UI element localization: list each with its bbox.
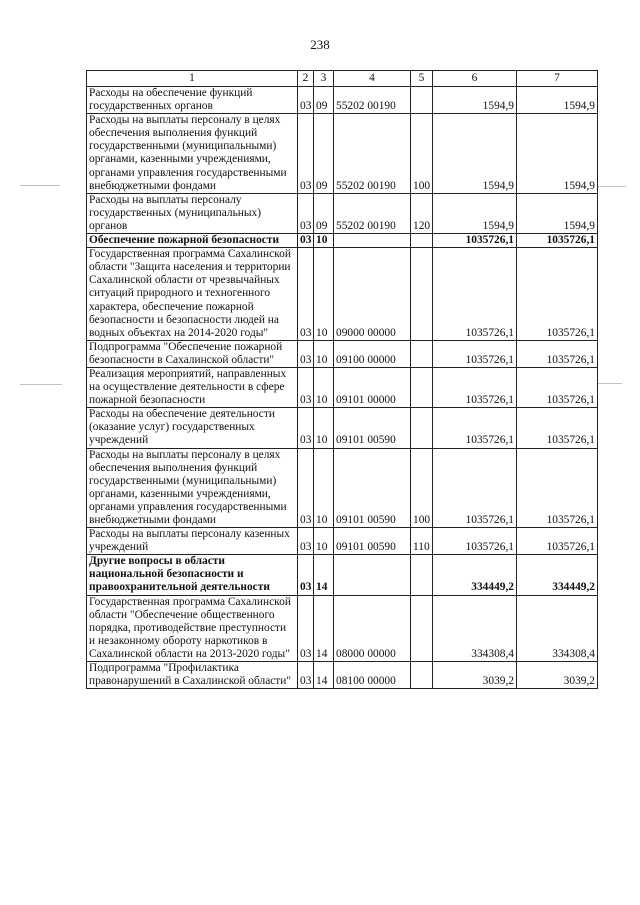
amount-cell: 1035726,1 <box>517 448 598 528</box>
scan-artifact <box>20 384 62 385</box>
amount-cell: 1035726,1 <box>433 528 517 555</box>
scan-artifact <box>598 186 626 187</box>
target-article-cell: 09101 00590 <box>334 528 411 555</box>
row-name-cell: Расходы на выплаты персоналу казенных учреждений <box>87 528 298 555</box>
section-code-cell: 03 <box>298 555 314 595</box>
table-row <box>87 340 598 367</box>
subsection-code-cell: 10 <box>314 367 334 407</box>
amount-cell: 334449,2 <box>433 555 517 595</box>
target-article-cell: 09101 00590 <box>334 448 411 528</box>
table-row <box>87 595 598 661</box>
expense-type-cell: 100 <box>411 448 433 528</box>
row-name-cell: Государственная программа Сахалинской области "Обеспечение общественного порядка, противодействие преступности и незаконному обороту наркотиков в Сахалинской области на 2013-2020 годы" <box>87 595 298 661</box>
row-name-cell: Расходы на обеспечение деятельности (оказание услуг) государственных учреждений <box>87 408 298 448</box>
section-code-cell: 03 <box>298 114 314 194</box>
amount-cell: 1594,9 <box>517 114 598 194</box>
row-name-cell: Расходы на выплаты персоналу в целях обеспечения выполнения функций государственными (муниципальными) органами, казенными учреждениями, органами управления государственными внебюджетными фондами <box>87 114 298 194</box>
row-name-cell: Подпрограмма "Обеспечение пожарной безопасности в Сахалинской области" <box>87 340 298 367</box>
amount-cell: 1035726,1 <box>517 408 598 448</box>
expense-type-cell <box>411 367 433 407</box>
target-article-cell <box>334 234 411 248</box>
expense-type-cell <box>411 340 433 367</box>
column-header: 7 <box>517 71 598 87</box>
section-code-cell: 03 <box>298 595 314 661</box>
target-article-cell: 08000 00000 <box>334 595 411 661</box>
table-row <box>87 87 598 114</box>
table-row <box>87 662 598 689</box>
amount-cell: 1035726,1 <box>433 448 517 528</box>
scan-artifact <box>598 383 622 384</box>
section-code-cell: 03 <box>298 234 314 248</box>
row-name-cell: Расходы на обеспечение функций государственных органов <box>87 87 298 114</box>
amount-cell: 1035726,1 <box>433 234 517 248</box>
row-name-cell: Государственная программа Сахалинской области "Защита населения и территории Сахалинской области от чрезвычайных ситуаций природного и техногенного характера, обеспечение пожарной безопасности и безопасности людей на водных объектах на 2014-2020 годы" <box>87 248 298 341</box>
row-name-cell: Расходы на выплаты персоналу государственных (муниципальных) органов <box>87 193 298 233</box>
subsection-code-cell: 14 <box>314 595 334 661</box>
page-number: 238 <box>310 37 330 52</box>
target-article-cell: 09101 00590 <box>334 408 411 448</box>
expense-type-cell <box>411 595 433 661</box>
column-header: 6 <box>433 71 517 87</box>
expense-type-cell <box>411 662 433 689</box>
expense-type-cell <box>411 234 433 248</box>
table-row <box>87 114 598 194</box>
expense-type-cell <box>411 87 433 114</box>
row-name-cell: Реализация мероприятий, направленных на осуществление деятельности в сфере пожарной безопасности <box>87 367 298 407</box>
target-article-cell: 55202 00190 <box>334 114 411 194</box>
subsection-code-cell: 10 <box>314 528 334 555</box>
amount-cell: 1035726,1 <box>433 408 517 448</box>
row-name-cell: Обеспечение пожарной безопасности <box>87 234 298 248</box>
subsection-code-cell: 09 <box>314 193 334 233</box>
amount-cell: 1035726,1 <box>517 367 598 407</box>
subsection-code-cell: 09 <box>314 87 334 114</box>
target-article-cell: 09101 00000 <box>334 367 411 407</box>
table-row <box>87 248 598 341</box>
expense-type-cell <box>411 408 433 448</box>
column-header: 5 <box>411 71 433 87</box>
section-code-cell: 03 <box>298 528 314 555</box>
subsection-code-cell: 10 <box>314 408 334 448</box>
target-article-cell: 09000 00000 <box>334 248 411 341</box>
amount-cell: 1035726,1 <box>433 248 517 341</box>
expense-type-cell <box>411 555 433 595</box>
amount-cell: 1035726,1 <box>517 234 598 248</box>
amount-cell: 334449,2 <box>517 555 598 595</box>
expense-type-cell <box>411 248 433 341</box>
section-code-cell: 03 <box>298 193 314 233</box>
table-row <box>87 528 598 555</box>
table-row <box>87 367 598 407</box>
table-row <box>87 193 598 233</box>
section-code-cell: 03 <box>298 408 314 448</box>
amount-cell: 1035726,1 <box>517 248 598 341</box>
amount-cell: 1594,9 <box>433 114 517 194</box>
section-code-cell: 03 <box>298 448 314 528</box>
target-article-cell: 08100 00000 <box>334 662 411 689</box>
section-code-cell: 03 <box>298 367 314 407</box>
amount-cell: 334308,4 <box>517 595 598 661</box>
amount-cell: 334308,4 <box>433 595 517 661</box>
budget-table <box>86 70 598 689</box>
amount-cell: 1035726,1 <box>517 528 598 555</box>
subsection-code-cell: 10 <box>314 234 334 248</box>
expense-type-cell: 100 <box>411 114 433 194</box>
table-body <box>87 87 598 689</box>
subsection-code-cell: 14 <box>314 662 334 689</box>
amount-cell: 1594,9 <box>433 87 517 114</box>
target-article-cell <box>334 555 411 595</box>
amount-cell: 1594,9 <box>433 193 517 233</box>
table-header-row <box>87 71 598 87</box>
expense-type-cell: 110 <box>411 528 433 555</box>
amount-cell: 1594,9 <box>517 193 598 233</box>
expense-type-cell: 120 <box>411 193 433 233</box>
target-article-cell: 55202 00190 <box>334 87 411 114</box>
subsection-code-cell: 09 <box>314 114 334 194</box>
section-code-cell: 03 <box>298 87 314 114</box>
amount-cell: 3039,2 <box>433 662 517 689</box>
column-header: 1 <box>87 71 298 87</box>
amount-cell: 3039,2 <box>517 662 598 689</box>
table-row <box>87 448 598 528</box>
target-article-cell: 55202 00190 <box>334 193 411 233</box>
amount-cell: 1594,9 <box>517 87 598 114</box>
target-article-cell: 09100 00000 <box>334 340 411 367</box>
row-name-cell: Подпрограмма "Профилактика правонарушений в Сахалинской области" <box>87 662 298 689</box>
column-header: 4 <box>334 71 411 87</box>
subsection-code-cell: 10 <box>314 448 334 528</box>
section-code-cell: 03 <box>298 248 314 341</box>
row-name-cell: Расходы на выплаты персоналу в целях обеспечения выполнения функций государственными (муниципальными) органами, казенными учреждениями, органами управления государственными внебюджетными фондами <box>87 448 298 528</box>
section-code-cell: 03 <box>298 662 314 689</box>
table-row <box>87 234 598 248</box>
subsection-code-cell: 14 <box>314 555 334 595</box>
table-row <box>87 408 598 448</box>
subsection-code-cell: 10 <box>314 340 334 367</box>
amount-cell: 1035726,1 <box>433 340 517 367</box>
amount-cell: 1035726,1 <box>433 367 517 407</box>
section-code-cell: 03 <box>298 340 314 367</box>
row-name-cell: Другие вопросы в области национальной безопасности и правоохранительной деятельности <box>87 555 298 595</box>
column-header: 3 <box>314 71 334 87</box>
amount-cell: 1035726,1 <box>517 340 598 367</box>
table-row <box>87 555 598 595</box>
scan-artifact <box>20 185 60 186</box>
column-header: 2 <box>298 71 314 87</box>
subsection-code-cell: 10 <box>314 248 334 341</box>
